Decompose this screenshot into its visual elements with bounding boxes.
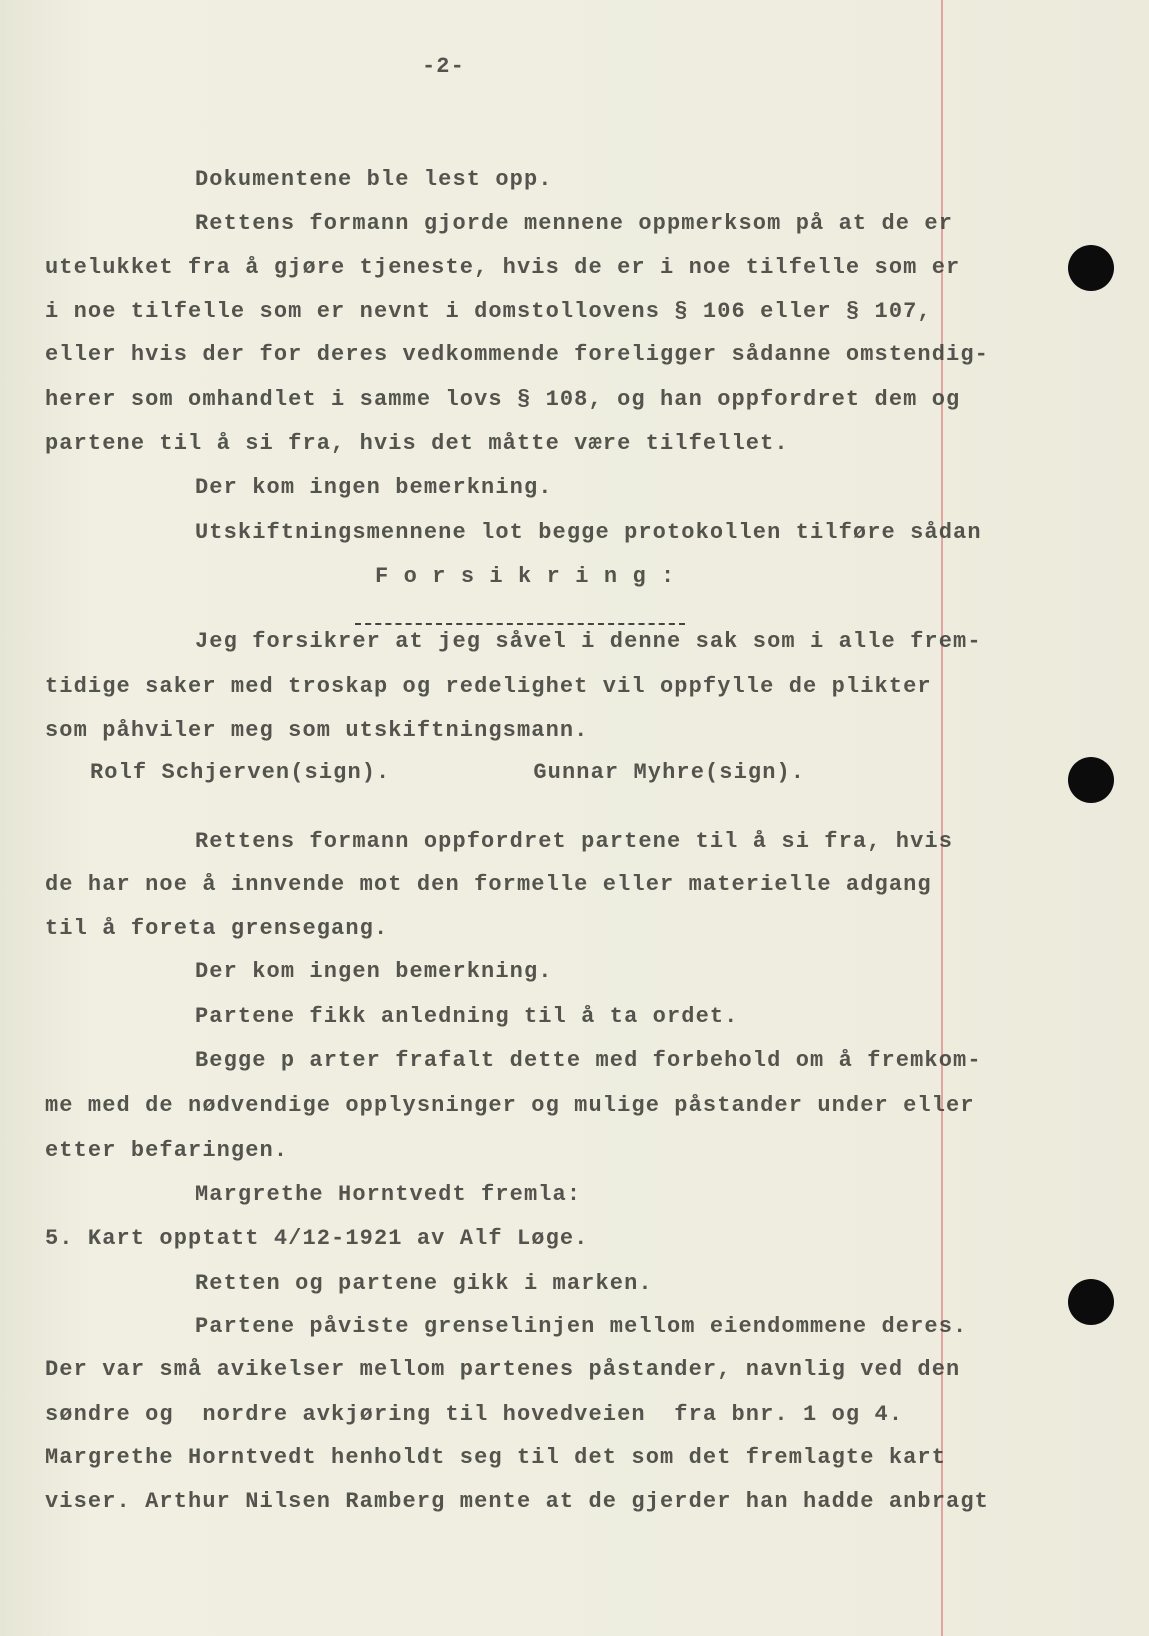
punch-hole (1068, 757, 1114, 803)
punch-hole (1068, 245, 1114, 291)
text-line: Partene påviste grenselinjen mellom eiendommene deres. (195, 1314, 968, 1339)
text-line: eller hvis der for deres vedkommende foreligger sådanne omstendig- (45, 342, 989, 367)
text-line: Margrethe Horntvedt henholdt seg til det som det fremlagte kart (45, 1445, 947, 1470)
text-line: Utskiftningsmennene lot begge protokollen tilføre sådan (195, 520, 982, 545)
text-line: Rettens formann gjorde mennene oppmerksom på at de er (195, 211, 954, 236)
text-line: Dokumentene ble lest opp. (195, 167, 553, 192)
text-line: Partene fikk anledning til å ta ordet. (195, 1004, 739, 1029)
text-line: de har noe å innvende mot den formelle eller materielle adgang (45, 872, 932, 897)
text-line: Der var små avikelser mellom partenes påstander, navnlig ved den (45, 1357, 961, 1382)
punch-hole (1068, 1279, 1114, 1325)
text-line: søndre og nordre avkjøring til hovedveien fra bnr. 1 og 4. (45, 1402, 904, 1427)
text-line: me med de nødvendige opplysninger og mulige påstander under eller (45, 1093, 975, 1118)
text-line: Rettens formann oppfordret partene til å si fra, hvis (195, 829, 954, 854)
text-line: i noe tilfelle som er nevnt i domstollovens § 106 eller § 107, (45, 299, 932, 324)
text-line: herer som omhandlet i samme lovs § 108, og han oppfordret dem og (45, 387, 961, 412)
section-heading: F o r s i k r i n g : (375, 564, 676, 589)
text-line: viser. Arthur Nilsen Ramberg mente at de gjerder han hadde anbragt (45, 1489, 989, 1514)
text-line: Rolf Schjerven(sign). Gunnar Myhre(sign). (90, 760, 806, 785)
text-line: som påhviler meg som utskiftningsmann. (45, 718, 589, 743)
heading-underline (355, 623, 685, 625)
text-line: Der kom ingen bemerkning. (195, 475, 553, 500)
page-number: -2- (422, 54, 465, 79)
text-line: Jeg forsikrer at jeg såvel i denne sak som i alle frem- (195, 629, 982, 654)
text-line: utelukket fra å gjøre tjeneste, hvis de er i noe tilfelle som er (45, 255, 961, 280)
margin-line (941, 0, 943, 1636)
text-line: Retten og partene gikk i marken. (195, 1271, 653, 1296)
text-line: Margrethe Horntvedt fremla: (195, 1182, 582, 1207)
text-line: partene til å si fra, hvis det måtte være tilfellet. (45, 431, 789, 456)
text-line: tidige saker med troskap og redelighet vil oppfylle de plikter (45, 674, 932, 699)
text-line: 5. Kart opptatt 4/12-1921 av Alf Løge. (45, 1226, 589, 1251)
text-line: etter befaringen. (45, 1138, 289, 1163)
text-line: Begge p arter frafalt dette med forbehold om å fremkom- (195, 1048, 982, 1073)
text-line: til å foreta grensegang. (45, 916, 389, 941)
text-line: Der kom ingen bemerkning. (195, 959, 553, 984)
